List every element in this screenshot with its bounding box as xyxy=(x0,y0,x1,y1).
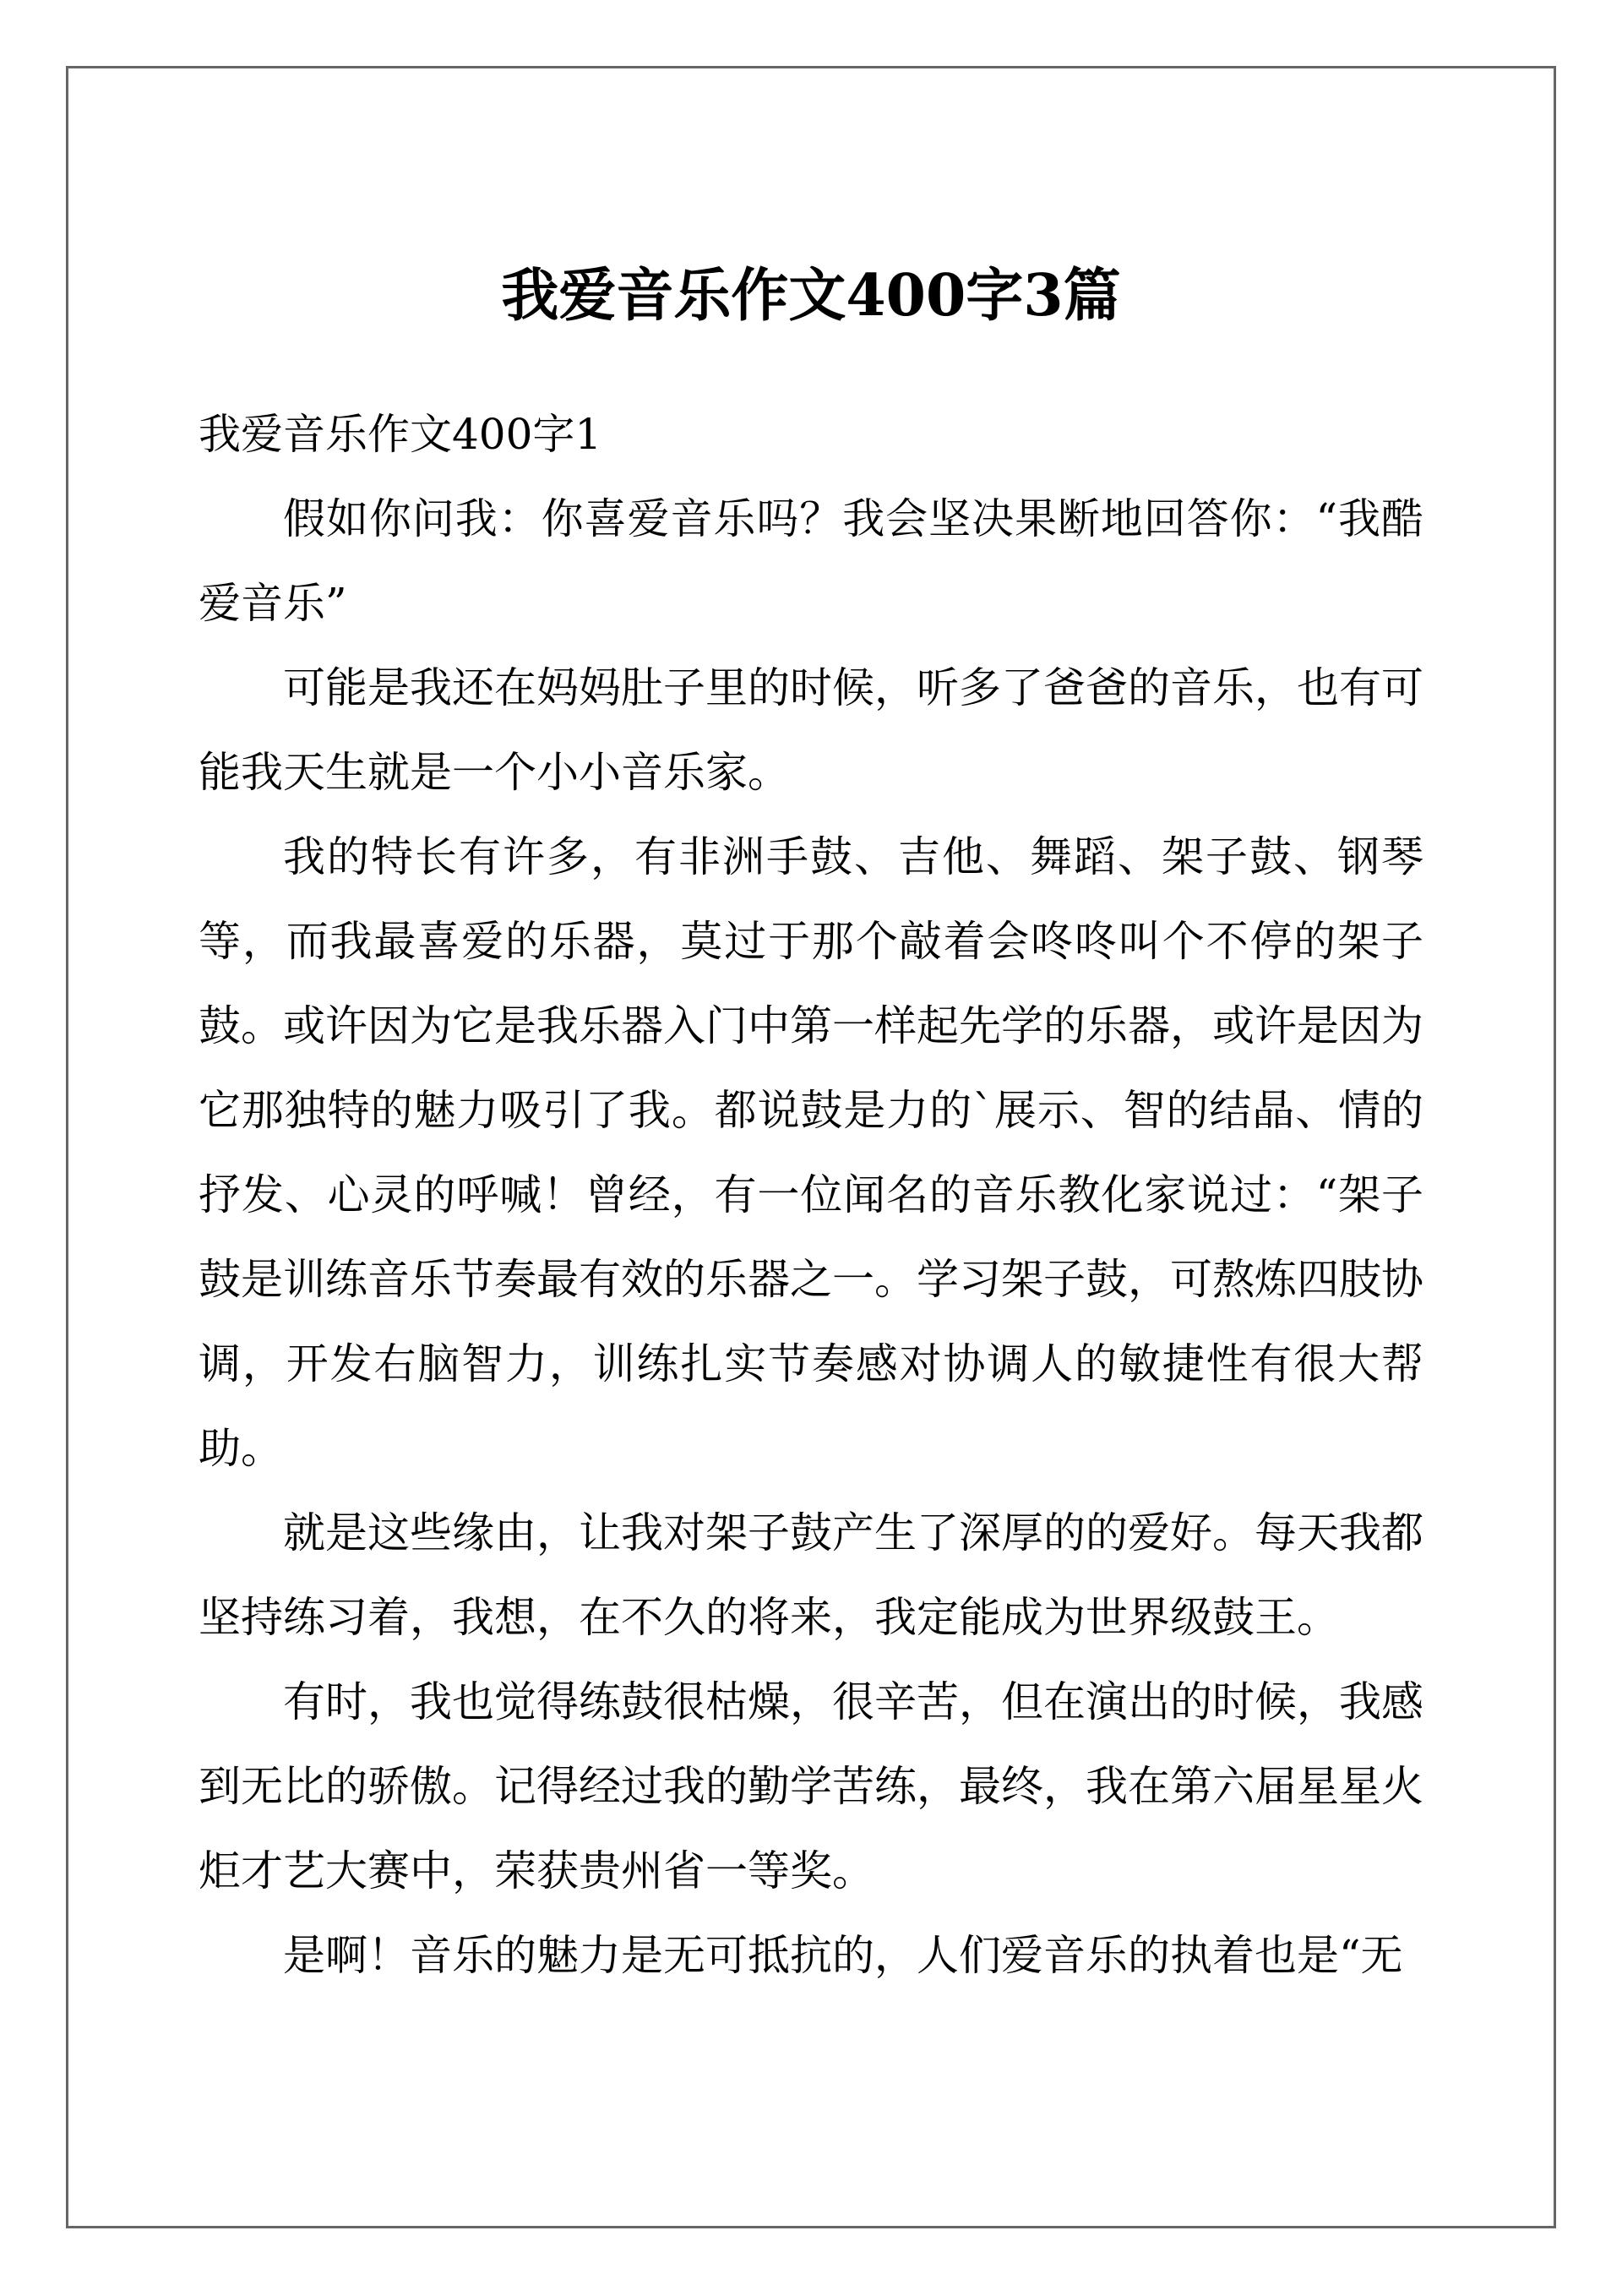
paragraph-6: 是啊！音乐的魅力是无可抵抗的，人们爱音乐的执着也是“无 xyxy=(283,1931,1403,1980)
paragraph-5: 有时，我也觉得练鼓很枯燥，很辛苦，但在演出的时候，我感到无比的骄傲。记得经过我的勤学苦练，最终，我在第六届星星火炬才艺大赛中，荣获贵州省一等奖。 xyxy=(199,1677,1423,1895)
paragraph-1: 假如你问我：你喜爱音乐吗？我会坚决果断地回答你：“我酷爱音乐” xyxy=(199,494,1423,628)
paragraph-2: 可能是我还在妈妈肚子里的时候，听多了爸爸的音乐，也有可能我天生就是一个小小音乐家。 xyxy=(199,663,1423,797)
section-heading: 我爱音乐作文400字1 xyxy=(199,410,602,459)
paragraph-3: 我的特长有许多，有非洲手鼓、吉他、舞蹈、架子鼓、钢琴等，而我最喜爱的乐器，莫过于那个敲着会咚咚叫个不停的架子鼓。或许因为它是我乐器入门中第一样起先学的乐器，或许是因为它那独特的魅力吸引了我。都说鼓是力的`展示、智的结晶、情的抒发、心灵的呼喊！曾经，有一位闻名的音乐教化家说过：“架子鼓是训练音乐节奏最有效的乐器之一。学习架子鼓，可熬炼四肢协调，开发右脑智力，训练扎实节奏感对协调人的敏捷性有很大帮助。 xyxy=(199,832,1423,1473)
document-body xyxy=(199,392,1423,1998)
paragraph-4: 就是这些缘由，让我对架子鼓产生了深厚的的爱好。每天我都坚持练习着，我想，在不久的将来，我定能成为世界级鼓王。 xyxy=(199,1508,1423,1642)
document-title: 我爱音乐作文400字3篇 xyxy=(501,262,1121,330)
